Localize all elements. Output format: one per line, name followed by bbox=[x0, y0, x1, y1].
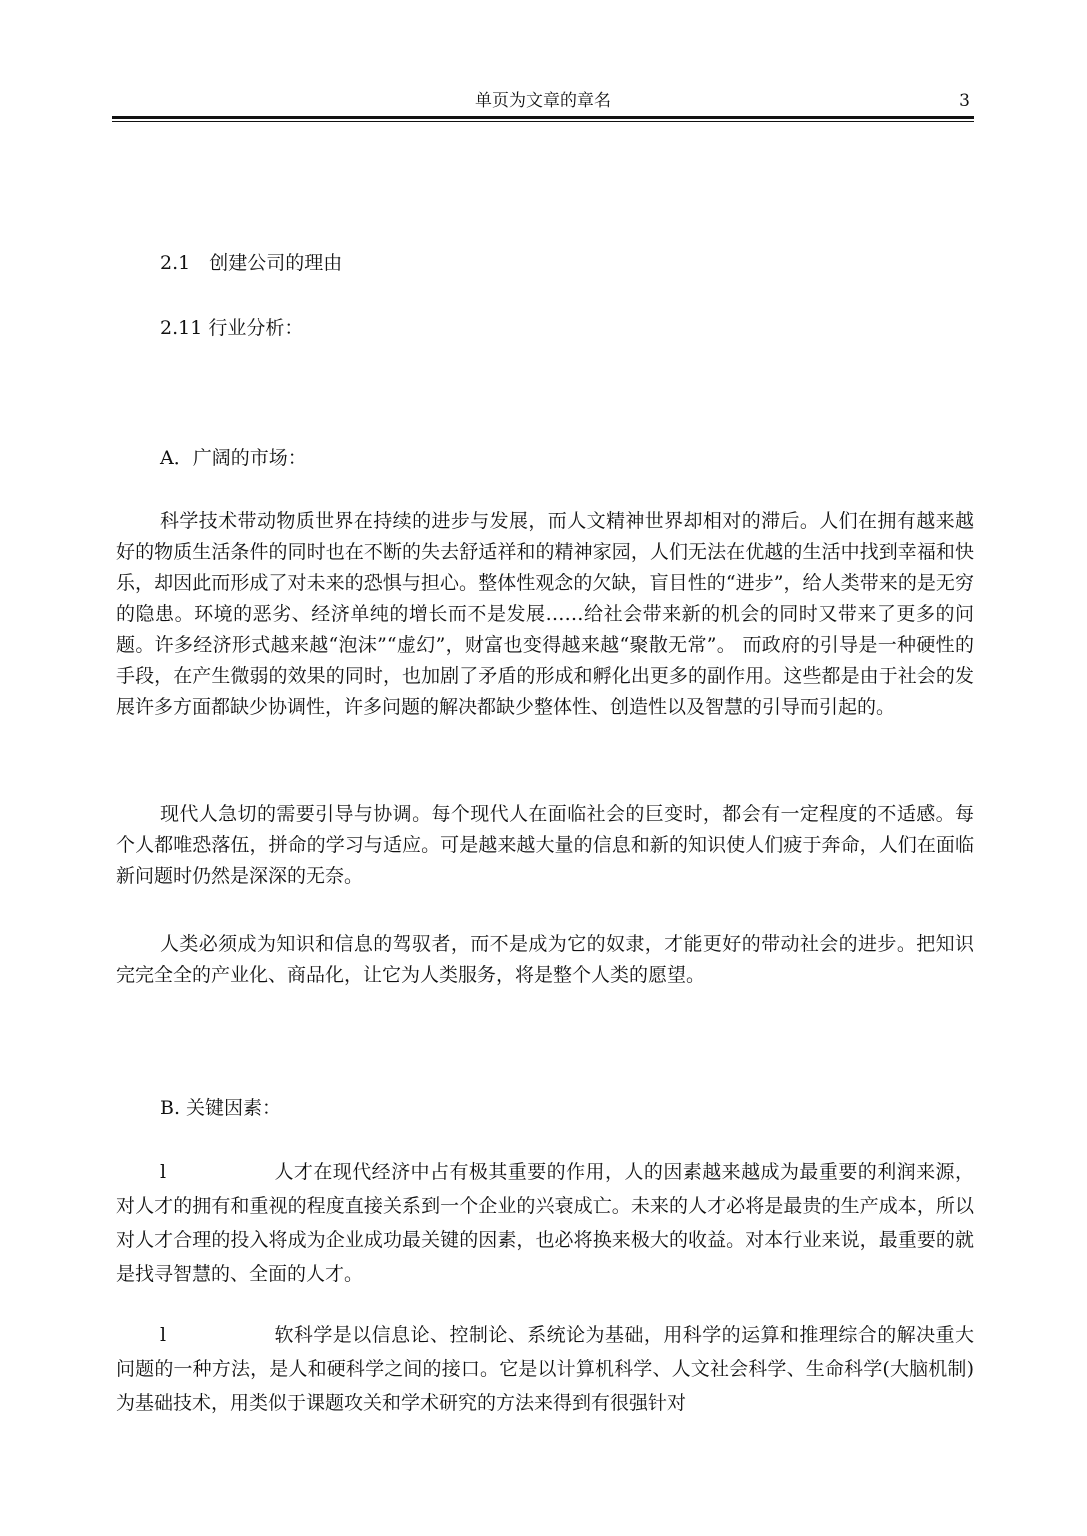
bullet-marker: l bbox=[160, 1324, 167, 1346]
header-rule-thick bbox=[112, 116, 974, 119]
paragraph: 现代人急切的需要引导与协调。每个现代人在面临社会的巨变时，都会有一定程度的不适感。每个人都唯恐落伍，拼命的学习与适应。可是越来越大量的信息和新的知识使人们疲于奔命，人们在面临新问题时仍然是深深的无奈。 bbox=[116, 803, 974, 887]
list-item bbox=[116, 1318, 974, 1420]
header-rule-thin bbox=[112, 121, 974, 122]
page-number: 3 bbox=[959, 91, 970, 111]
list-item-text: 软科学是以信息论、控制论、系统论为基础，用科学的运算和推理综合的解决重大问题的一种方法，是人和硬科学之间的接口。它是以计算机科学、人文社会科学、生命科学(大脑机制)为基础技术，用类似于课题攻关和学术研究的方法来得到有很强针对 bbox=[116, 1324, 974, 1414]
part-a-title: A．广阔的市场： bbox=[160, 447, 307, 469]
bullet-marker: l bbox=[160, 1161, 167, 1183]
list-item bbox=[116, 1155, 974, 1291]
subsection-heading: 2.11 行业分析： bbox=[160, 317, 304, 339]
list-item-text: 人才在现代经济中占有极其重要的作用，人的因素越来越成为最重要的利润来源，对人才的拥有和重视的程度直接关系到一个企业的兴衰成亡。未来的人才必将是最贵的生产成本，所以对人才合理的投入将成为企业成功最关键的因素，也必将换来极大的收益。对本行业来说，最重要的就是找寻智慧的、全面的人才。 bbox=[116, 1161, 974, 1285]
paragraph: 科学技术带动物质世界在持续的进步与发展，而人文精神世界却相对的滞后。人们在拥有越来越好的物质生活条件的同时也在不断的失去舒适祥和的精神家园，人们无法在优越的生活中找到幸福和快乐，却因此而形成了对未来的恐惧与担心。整体性观念的欠缺，盲目性的“进步”，给人类带来的是无穷的隐患。环境的恶劣、经济单纯的增长而不是发展……给社会带来新的机会的同时又带来了更多的问题。许多经济形式越来越“泡沫”“虚幻”，财富也变得越来越“聚散无常”。 而政府的引导是一种硬性的手段，在产生微弱的效果的同时，也加剧了矛盾的形成和孵化出更多的副作用。这些都是由于社会的发展许多方面都缺少协调性，许多问题的解决都缺少整体性、创造性以及智慧的引导而引起的。 bbox=[116, 510, 974, 718]
section-heading: 2.1 创建公司的理由 bbox=[160, 252, 343, 274]
paragraph: 人类必须成为知识和信息的驾驭者，而不是成为它的奴隶，才能更好的带动社会的进步。把知识完完全全的产业化、商品化，让它为人类服务，将是整个人类的愿望。 bbox=[116, 933, 974, 986]
part-b-title: B. 关键因素： bbox=[160, 1097, 282, 1119]
chapter-title: 单页为文章的章名 bbox=[475, 91, 611, 111]
running-header bbox=[112, 88, 974, 116]
